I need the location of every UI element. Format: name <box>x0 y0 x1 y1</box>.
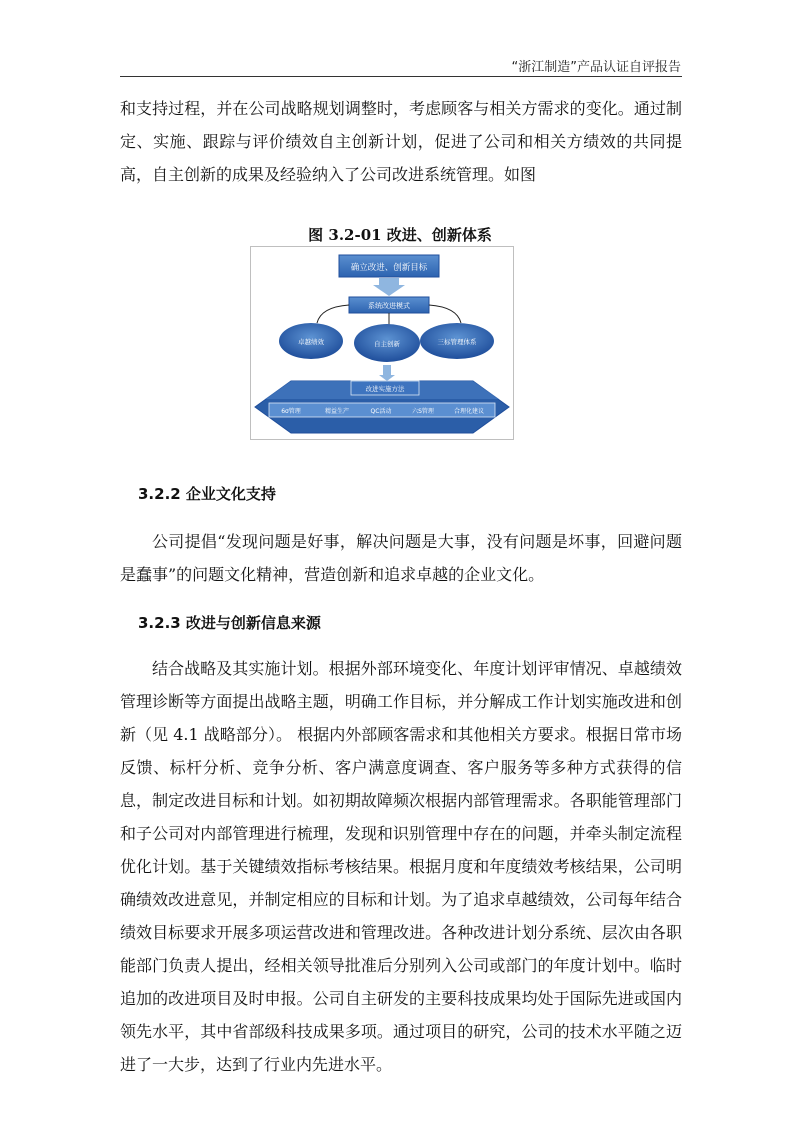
section-3-2-2-heading: 3.2.2 企业文化支持 <box>138 485 276 503</box>
ellipse-excellence-label: 卓越绩效 <box>298 338 324 346</box>
goal-box-label: 确立改进、创新目标 <box>350 263 428 273</box>
header-divider <box>120 76 682 77</box>
method-item-5: 合理化建议 <box>453 408 485 415</box>
down-arrow-icon <box>373 278 405 296</box>
connector-arrow-icon <box>379 365 395 381</box>
method-item-4: 六S管理 <box>412 408 434 415</box>
method-item-3: QC活动 <box>370 408 392 415</box>
method-item-2: 精益生产 <box>324 408 350 415</box>
diagram-svg <box>251 247 513 439</box>
ellipse-innovation-label: 自主创新 <box>374 340 400 348</box>
methods-label: 改进实施方法 <box>365 385 405 393</box>
ellipse-three-standards-label: 三标管理体系 <box>437 338 477 346</box>
connector-left <box>317 305 349 323</box>
mode-box-label: 系统改进模式 <box>368 302 410 310</box>
section-3-2-2-paragraph: 公司提倡“发现问题是好事，解决问题是大事，没有问题是坏事，回避问题是蠢事”的问题文化精神，营造创新和追求卓越的企业文化。 <box>120 532 682 584</box>
figure-caption: 图 3.2-01 改进、创新体系 <box>308 226 492 244</box>
connector-right <box>429 305 461 323</box>
section-3-2-3-paragraph: 结合战略及其实施计划。根据外部环境变化、年度计划评审情况、卓越绩效管理诊断等方面提出战略主题，明确工作目标，并分解成工作计划实施改进和创新（见 4.1 战略部分）。 根据内外部顾客需求和其他相关方要求。根据日常市场反馈、标杆分析、竞争分析、客户满意度调查、客户服务等多种方式获得的信息，制定改进目标和计划。如初期故障频次根据内部管理需求。各职能管理部门和子公司对内部管理进行梳理，发现和识别管理中存在的问题，并牵头制定流程优化计划。基于关键绩效指标考核结果。根据月度和年度绩效考核结果，公司明确绩效改进意见，并制定相应的目标和计划。为了追求卓越绩效，公司每年结合绩效目标要求开展多项运营改进和管理改进。各种改进计划分系统、层次由各职能部门负责人提出，经相关领导批准后分别列入公司或部门的年度计划中。临时追加的改进项目及时申报。公司自主研发的主要科技成果均处于国际先进或国内领先水平，其中省部级科技成果多项。通过项目的研究，公司的技术水平随之迈进了一大步，达到了行业内先进水平。 <box>120 659 682 1074</box>
method-item-1: 6σ管理 <box>281 408 301 415</box>
intro-paragraph: 和支持过程，并在公司战略规划调整时，考虑顾客与相关方需求的变化。通过制定、实施、跟踪与评价绩效自主创新计划，促进了公司和相关方绩效的共同提高，自主创新的成果及经验纳入了公司改进系统管理。如图 <box>120 99 682 184</box>
section-3-2-3-heading: 3.2.3 改进与创新信息来源 <box>138 614 321 632</box>
header-title: “浙江制造”产品认证自评报告 <box>511 60 681 75</box>
improvement-innovation-diagram <box>250 246 514 440</box>
